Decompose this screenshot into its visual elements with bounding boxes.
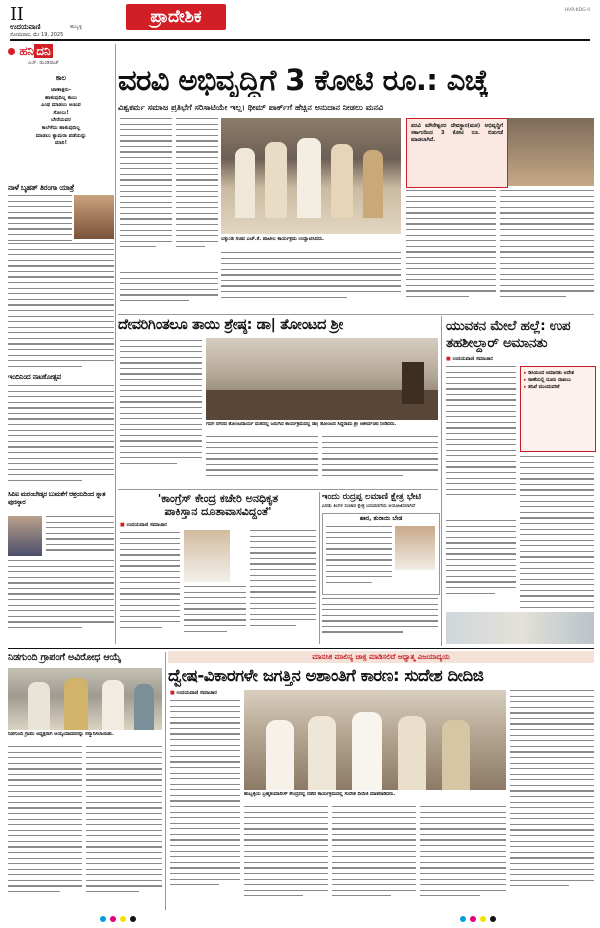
bottom-main-text-col5 (510, 690, 594, 910)
lead-subheadline: ವಿಶ್ವಕರ್ಮ ಸಮಾಜ ಪ್ರತಿಭೆಗೆ ಸರಿಸಾಟಿಯೇ ಇಲ್ಲ। ಥೀಮ್ ಪಾರ್ಕ್‌ಗೆ ಹೆಚ್ಚಿನ ಅನುದಾನ ನೀಡಲು ಮನವಿ (118, 102, 384, 112)
hani-dani-brand (8, 44, 114, 58)
story-headline: ನಾಳೆ ಬೃಹತ್ ತಿರಂಗಾ ಯಾತ್ರೆ (8, 183, 74, 192)
horizontal-rule (118, 314, 594, 315)
check-icon: ▸ (524, 378, 527, 383)
story-text (46, 516, 114, 556)
center-text-col3 (322, 436, 438, 486)
lead-text-col3 (406, 190, 496, 312)
lead-text-col4 (500, 190, 594, 312)
photo-figure (331, 144, 353, 218)
check-icon: ▸ (524, 371, 527, 376)
horizontal-rule (8, 648, 594, 649)
column-poem (8, 87, 114, 148)
column-divider (441, 316, 442, 646)
paper-name: ಉದಯವಾಣಿ (10, 23, 41, 31)
lead-quote: ವರವಿ ಮೌನೇಶ್ವರರ ದೇವಸ್ಥಾನ(ಮಠ) ಅಭಿವೃದ್ಧಿಗೆ ಸರ್ಕಾರದಿಂದ 3 ಕೋಟಿ ರೂ. ಬಿಡುಗಡೆ ಮಾಡಲಾಗಿದೆ. (411, 123, 503, 144)
congress-text-col2 (184, 586, 246, 644)
registration-marks (100, 914, 500, 924)
box-item-row: ▸ ಠಾಣೆಯಲ್ಲಿ ದೂರು ದಾಖಲು (524, 378, 571, 383)
ruddappa-text (322, 598, 438, 644)
reg-mark-black (490, 916, 496, 922)
poem-line: ಕಾಲೆಳೆದು ಹಾಕುವುದಿಲ್ಲ (41, 124, 81, 131)
reg-mark-black (130, 916, 136, 922)
bottom-kicker: ಮಾನಸಿಕ ಮಾಲಿನ್ಯ ಚಾಕ್ಸ ಮಾಡಿಸಲಿದೆ ಆಧ್ಯಾತ್ಮ ವಿಜಯಾದ್ಯಯ (312, 653, 450, 661)
congress-text-col3 (250, 530, 316, 644)
photo-figure (134, 684, 154, 730)
poem-line: ಸೋಲು! (53, 109, 69, 116)
congress-person-photo (184, 530, 230, 582)
ruddappa-photo (395, 526, 435, 570)
ruddappa-box-title: ಹಾರ, ತುರಾಯಿ ಬೇಡ (359, 515, 403, 522)
masthead (0, 0, 600, 40)
bottom-left-headline: ನಿಡಗುಂದಿ ಗ್ರಾಪಂಗೆ ಅವಿರೋಧ ಆಯ್ಕೆ (8, 652, 121, 663)
poem-line: ಚಾಣಾಕ್ಷರು- (50, 87, 72, 93)
bottom-left-text-col2 (86, 746, 162, 910)
lead-photo-caption: ಲಕ್ಕುಂಡಿ ಸಚಿವ ಎಚ್.ಕೆ. ಪಾಟೀಲ ಕಾರ್ಯಕ್ರಮ ಉದ್ಘಾಟಿಸಿದರು. (221, 236, 325, 242)
column-divider (115, 44, 116, 644)
photo-figure (266, 720, 294, 790)
center-text-col1 (120, 340, 202, 486)
right-text-col1b (446, 520, 516, 610)
congress-headline-line2: ಪಾಕಿಸ್ತಾನ ದೂತಾವಾಸವಿದ್ದಂತೆ' (164, 505, 272, 518)
photo-podium (402, 362, 424, 404)
photo-figure (352, 712, 382, 790)
reg-mark-magenta (110, 916, 116, 922)
box-item-row: ▸ ತನಿಖೆ ಮುಂದುವರಿಕೆ (524, 385, 560, 390)
lead-text-col1b (120, 272, 218, 312)
issue-date: ಸೋಮವಾರ, ಮೇ 19, 2025 (10, 32, 64, 38)
bottom-main-text-col1 (170, 700, 240, 910)
poem-line: ಹಾಕುವುದಿಲ್ಲ ಕಾಲು (45, 94, 77, 101)
poem-line: ಬೇರೆಯವರ (51, 117, 71, 124)
column-divider (165, 652, 166, 910)
check-icon: ▸ (524, 385, 527, 390)
person-photo (74, 195, 114, 239)
person-photo (8, 516, 42, 556)
center-photo-caption: ಗದಗ ನಗರದ ತೋಂಟದಾರ್ಯ ಮಠದಲ್ಲಿ ಜರುಗಿದ ಕಾರ್ಯಕ್ರಮದಲ್ಲಿ ಡಾ| ತೋಂಟದ ಸಿದ್ದರಾಮ ಶ್ರೀ ಆಶೀರ್ವಚನ ನೀಡಿದರು. (206, 422, 397, 427)
brand-main: ದನಿ (36, 44, 51, 58)
box-item (521, 367, 595, 394)
photo-figure (363, 150, 383, 218)
photo-figure (265, 142, 287, 218)
edition-name: ಹುಬ್ಬಳ್ಳಿ (70, 24, 83, 30)
speaker-photo (508, 118, 594, 186)
section-title: ಪ್ರಾದೇಶಿಕ (150, 7, 202, 27)
center-headline: ದೇವರಿಗಿಂತಲೂ ತಾಯಿ ಶ್ರೇಷ್ಠ: ಡಾ| ತೋಂಟದ ಶ್ರೀ (118, 317, 343, 333)
right-highlight-box (520, 366, 596, 452)
right-byline: ■ ಉದಯವಾಣಿ ಸಮಾಚಾರ (446, 356, 493, 362)
photo-figure (102, 680, 124, 730)
reg-mark-yellow (120, 916, 126, 922)
photo-figure (398, 716, 426, 790)
reg-mark-magenta (470, 916, 476, 922)
lead-text-col5 (221, 252, 401, 312)
print-code: HVR-KDG-II (564, 8, 590, 13)
reg-mark-cyan (100, 916, 106, 922)
column-title: ಕಾಲ (55, 74, 67, 82)
story-headline: ಇಂದಿನಿಂದ ನಾಟಕೋತ್ಸವ (8, 373, 61, 381)
byline-bullet-icon: ■ (446, 356, 451, 362)
center-photo (206, 338, 438, 420)
congress-headline-line1: 'ಕಾಂಗ್ರೆಸ್ ಕೇಂದ್ರ ಕಚೇರಿ ಅನಧಿಕೃತ (157, 492, 279, 505)
story-text (8, 560, 114, 640)
bottom-main-photo (244, 690, 506, 790)
bottom-left-text-col1 (8, 746, 82, 910)
photo-figure (442, 720, 470, 790)
right-text-col1 (446, 366, 516, 516)
poem-line: ಎಂಥ ಮಾಡಲು ಅಣುವ (41, 102, 81, 109)
congress-byline: ■ ಉದಯವಾಣಿ ಸಮಾಚಾರ (120, 522, 167, 528)
bottom-main-text-col2 (244, 806, 328, 910)
left-story-2 (8, 373, 114, 485)
congress-headline (118, 492, 318, 518)
bottom-left-caption: ನಿಡಗುಂದಿ ಗ್ರಾಪಂ ಅಧ್ಯಕ್ಷರಾಗಿ ಆಯ್ಕೆಯಾದವರನ್ನು ಸನ್ಮಾನಿಸಲಾಯಿತು. (8, 732, 114, 737)
horizontal-rule (118, 489, 438, 490)
lead-headline: ವರವಿ ಅಭಿವೃದ್ಧಿಗೆ 3 ಕೋಟಿ ರೂ.: ಎಚ್ಕೆ (118, 63, 488, 97)
poem-line: ಮಾಡಲು ಕ್ಯಾಮರಾ ಪಡೆಯನ್ನು (35, 132, 87, 139)
story-text (8, 385, 114, 485)
reg-mark-cyan (460, 916, 466, 922)
left-story-3 (8, 490, 114, 640)
story-headline: ಸಿಪಿಐ ಮರಂಬೇಡ್ಕರ ಬುಮಕೆಗೆ ಆಶ್ರಯದಿಂದ ಸ್ನಾತ ಪುರಸ್ಕಾರ (8, 490, 106, 506)
right-bottom-photo (446, 612, 594, 644)
lead-text-col2 (176, 118, 218, 268)
congress-text-col1 (120, 532, 180, 644)
column-divider (319, 492, 320, 644)
column-author: ಎಚ್. ಡುಂಡಿರಾಜ್ (28, 60, 59, 66)
page-number: II (10, 4, 24, 25)
ruddappa-headline: ಇಂದು ರುದ್ರಪ್ಪ ಲಮಾಣಿ ಕ್ಷೇತ್ರ ಭೇಟಿ (322, 492, 422, 502)
photo-figure (235, 148, 255, 218)
story-text (8, 243, 114, 369)
right-headline: ಯುವಕನ ಮೇಲೆ ಹಲ್ಲೆ: ಉಪ ತಹಶೀಲ್ದಾರ್ ಅಮಾನತು (446, 318, 571, 351)
bottom-byline: ■ ಉದಯವಾಣಿ ಸಮಾಚಾರ (170, 690, 217, 696)
photo-figure (297, 138, 321, 218)
bottom-main-text-col3 (332, 806, 416, 910)
hani-dani-column (8, 44, 114, 180)
section-title-box (126, 4, 226, 30)
box-item-row: ▸ ಡಿಸಿಯಿಂದ ಅಮಾನತು ಆದೇಶ (524, 371, 574, 376)
center-text-col2 (206, 436, 318, 486)
bottom-left-photo (8, 668, 162, 730)
brand-dot-icon (8, 48, 15, 55)
brand-prefix: ಹನಿ (19, 44, 35, 58)
lead-photo (221, 118, 401, 234)
left-story-1 (8, 183, 114, 369)
byline-bullet-icon: ■ (120, 522, 125, 528)
photo-figure (28, 682, 50, 730)
bottom-main-text-col4 (420, 806, 506, 910)
lead-text-col1 (120, 118, 172, 268)
byline-bullet-icon: ■ (170, 690, 175, 696)
photo-figure (64, 678, 88, 730)
ruddappa-box (322, 513, 440, 595)
bottom-main-headline: ದ್ವೇಷ-ವಿಕಾರಗಳೇ ಜಗತ್ತಿನ ಅಶಾಂತಿಗೆ ಕಾರಣ: ಸುದೇಶ ದೀದಿಜಿ (168, 666, 484, 685)
ruddappa-sub: ಎರಡು ತಿಂಗಳ ಸಂಚಾರ ಕ್ಷೇತ್ರ ಬರುವಣಿಗೆಯ ಆಯೋಜಿಸಲಾಗಿದೆ (322, 504, 416, 509)
bottom-main-caption: ಹುಬ್ಬಳ್ಳಿಯ ಬ್ರಹ್ಮಕುಮಾರೀಸ್ ಕೇಂದ್ರದಲ್ಲಿ ನಡೆದ ಕಾರ್ಯಕ್ರಮದಲ್ಲಿ ಸುದೇಶ ದೀದಿಜಿ ಮಾತನಾಡಿದರು. (244, 792, 396, 797)
masthead-rule (10, 39, 590, 41)
story-text (8, 195, 72, 241)
ruddappa-box-text (326, 526, 392, 590)
bottom-kicker-bar (168, 651, 594, 663)
reg-mark-yellow (480, 916, 486, 922)
lead-quote-box (406, 118, 508, 188)
photo-figure (308, 716, 336, 790)
poem-line: ಮಾರಿ! (55, 140, 67, 147)
